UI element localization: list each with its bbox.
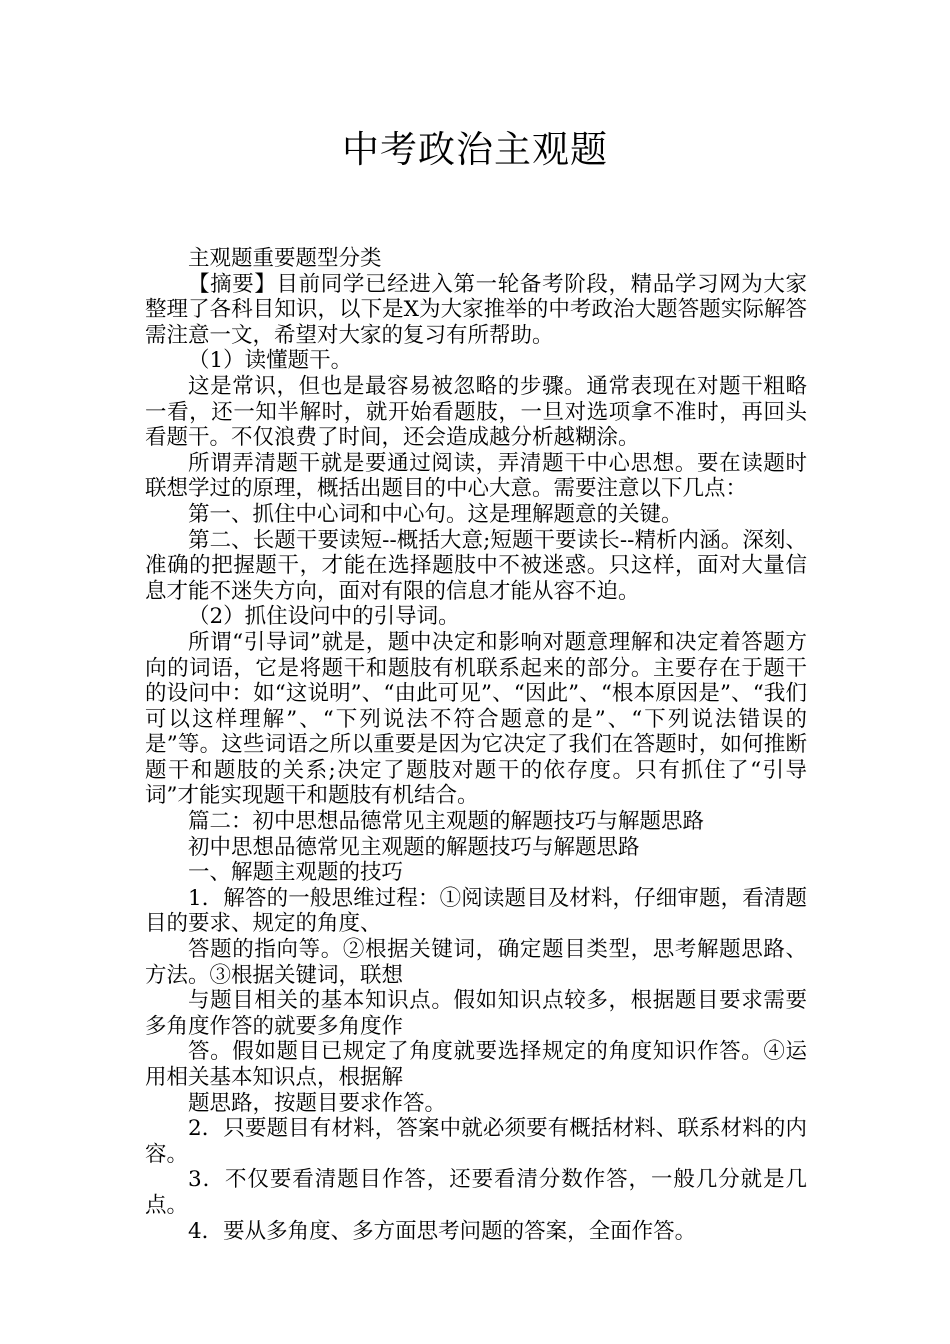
paragraph: 所谓弄清题干就是要通过阅读，弄清题干中心思想。要在读题时联想学过的原理，概括出题目的中心大意。需要注意以下几点： xyxy=(145,450,807,502)
paragraph: 所谓“引导词”就是，题中决定和影响对题意理解和决定着答题方向的词语，它是将题干和题肢有机联系起来的部分。主要存在于题干的设问中：如“这说明”、“由此可见”、“因此”、“根本原因是”、“我们可以这样理解”、“下列说法不符合题意的是”、“下列说法错误的是”等。这些词语之所以重要是因为它决定了我们在答题时，如何推断题干和题肢的关系;决定了题肢对题干的依存度。只有抓住了“引导词”才能实现题干和题肢有机结合。 xyxy=(145,629,807,809)
paragraph-list-item: 1．解答的一般思维过程：①阅读题目及材料，仔细审题，看清题目的要求、规定的角度、 xyxy=(145,885,807,937)
paragraph: 这是常识，但也是最容易被忽略的步骤。通常表现在对题干粗略一看，还一知半解时，就开始看题肢，一旦对选项拿不准时，再回头看题干。不仅浪费了时间，还会造成越分析越糊涂。 xyxy=(145,373,807,451)
paragraph-list-item: 4．要从多角度、多方面思考问题的答案，全面作答。 xyxy=(188,1218,697,1244)
paragraph-list-item: 2．只要题目有材料，答案中就必须要有概括材料、联系材料的内容。 xyxy=(145,1116,807,1167)
paragraph-list-item: 答。假如题目已规定了角度就要选择规定的角度知识作答。④运用相关基本知识点，根据解 xyxy=(145,1039,807,1090)
paragraph-list-item: 题思路，按题目要求作答。 xyxy=(188,1090,447,1116)
paragraph-list-item: 与题目相关的基本知识点。假如知识点较多，根据题目要求需要多角度作答的就要多角度作 xyxy=(145,988,807,1039)
paragraph-part-two-heading: 篇二：初中思想品德常见主观题的解题技巧与解题思路 xyxy=(188,809,705,835)
paragraph-list-item: 3．不仅要看清题目作答，还要看清分数作答，一般几分就是几点。 xyxy=(145,1167,807,1218)
paragraph-step-2-heading: （2）抓住设问中的引导词。 xyxy=(188,604,460,630)
paragraph-list-item: 答题的指向等。②根据关键词，确定题目类型，思考解题思路、方法。③根据关键词，联想 xyxy=(145,937,807,988)
document-body xyxy=(145,246,807,1244)
paragraph-subtitle: 初中思想品德常见主观题的解题技巧与解题思路 xyxy=(188,834,640,860)
document-title: 中考政治主观题 xyxy=(342,128,608,171)
paragraph: 第二、长题干要读短--概括大意;短题干要读长--精析内涵。深刻、准确的把握题干，才能在选择题肢中不被迷惑。只这样，面对大量信息才能不迷失方向，面对有限的信息才能从容不迫。 xyxy=(145,527,807,604)
paragraph-step-1-heading: （1）读懂题干。 xyxy=(188,348,353,374)
paragraph-section-one-heading: 一、解题主观题的技巧 xyxy=(188,860,404,886)
paragraph: 第一、抓住中心词和中心句。这是理解题意的关键。 xyxy=(188,501,683,527)
paragraph-section-heading: 主观题重要题型分类 xyxy=(188,246,382,271)
paragraph-abstract: 【摘要】目前同学已经进入第一轮备考阶段，精品学习网为大家整理了各科目知识，以下是X为大家推举的中考政治大题答题实际解答需注意一文，希望对大家的复习有所帮助。 xyxy=(145,271,807,348)
